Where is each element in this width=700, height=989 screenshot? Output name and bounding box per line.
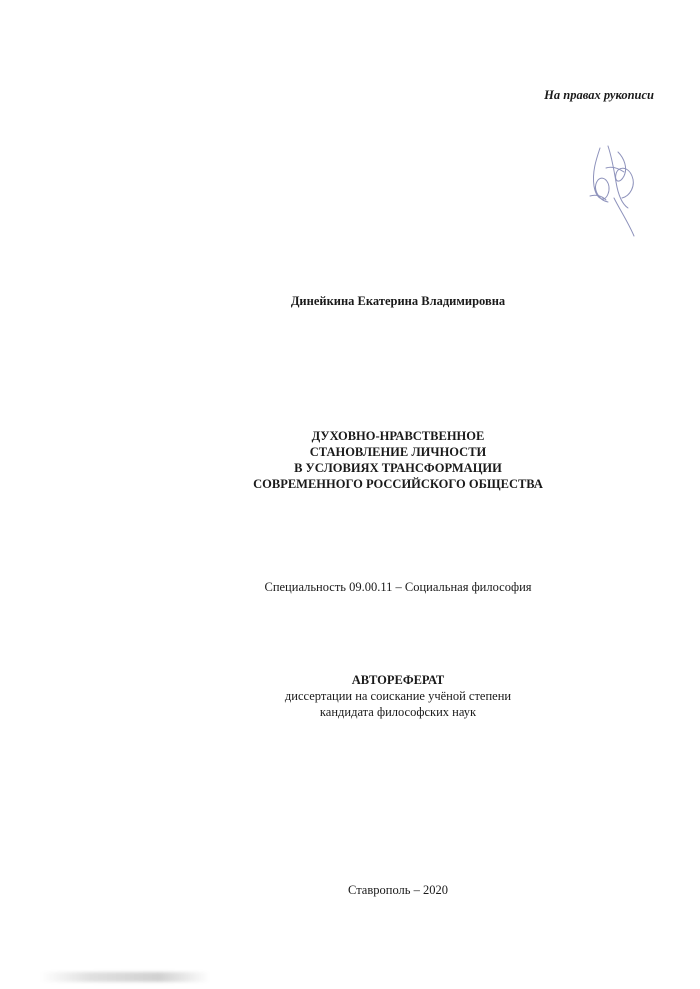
- abstract-field-line: кандидата философских наук: [319, 705, 477, 719]
- specialty-line: Специальность 09.00.11 – Социальная философия: [264, 580, 532, 594]
- title-line: ДУХОВНО-НРАВСТВЕННОЕ: [311, 429, 485, 443]
- title-line: СТАНОВЛЕНИЕ ЛИЧНОСТИ: [309, 445, 487, 459]
- abstract-block: [0, 672, 700, 720]
- city-year: Ставрополь – 2020: [348, 883, 448, 897]
- abstract-heading: АВТОРЕФЕРАТ: [351, 673, 445, 687]
- author-name: Динейкина Екатерина Владимировна: [290, 294, 506, 308]
- scan-artifact: [40, 972, 210, 982]
- abstract-degree-line: диссертации на соискание учёной степени: [284, 689, 512, 703]
- rights-note: На правах рукописи: [544, 88, 654, 102]
- handwritten-signature-icon: [578, 138, 650, 242]
- title-line: В УСЛОВИЯХ ТРАНСФОРМАЦИИ: [294, 461, 502, 475]
- title-line: СОВРЕМЕННОГО РОССИЙСКОГО ОБЩЕСТВА: [253, 477, 543, 491]
- dissertation-title: [0, 428, 700, 492]
